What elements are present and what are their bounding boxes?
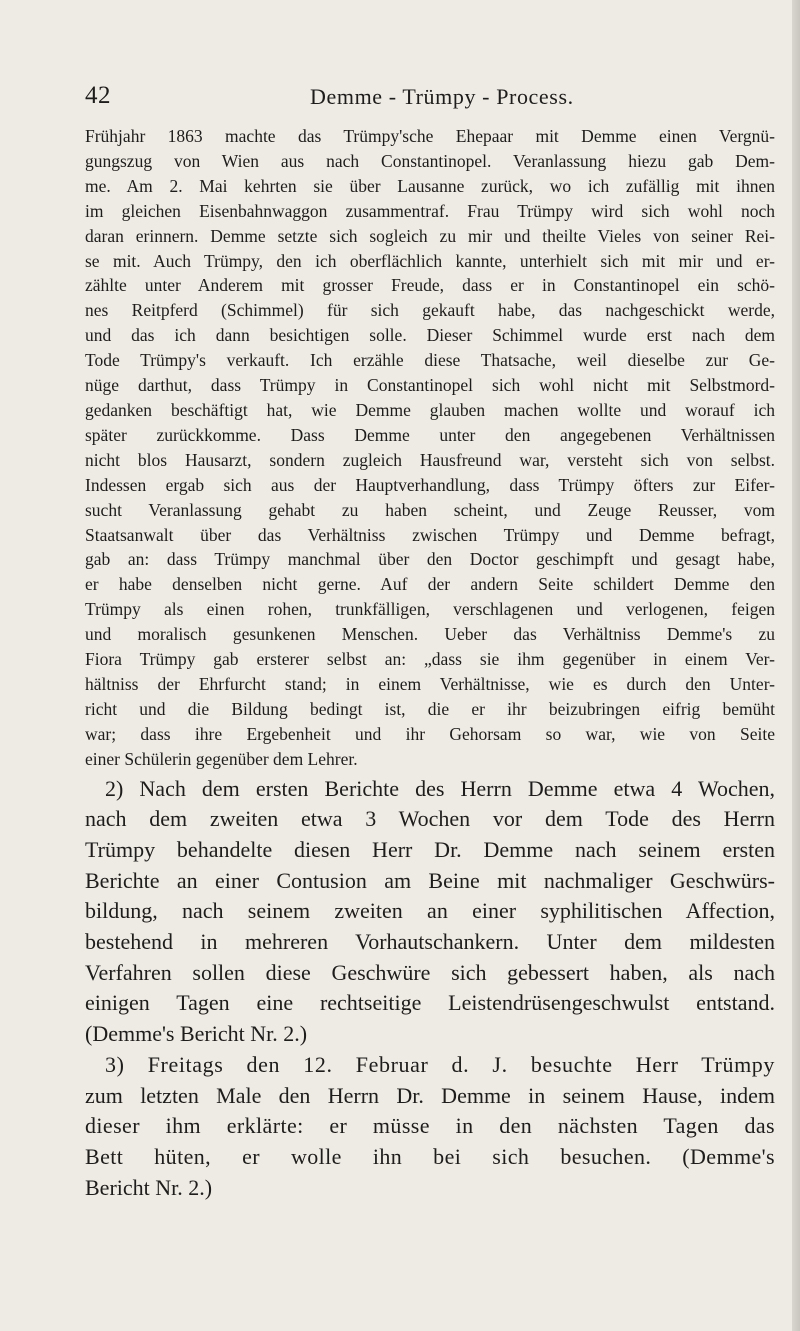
text-line: gab an: dass Trümpy manchmal über den Doctor geschimpft und gesagt habe, (85, 549, 775, 570)
text-line: im gleichen Eisenbahnwaggon zusammentraf. Frau Trümpy wird sich wohl noch (85, 200, 775, 221)
body-text (85, 124, 775, 1203)
text-line: zählte unter Anderem mit grosser Freude, dass er in Constantinopel ein schö- (85, 275, 775, 296)
text-line: nach dem zweiten etwa 3 Wochen vor dem Tode des Herrn (85, 806, 775, 832)
text-line: und das ich dann besichtigen solle. Dieser Schimmel wurde erst nach dem (85, 325, 775, 346)
text-line: nicht blos Hausarzt, sondern zugleich Hausfreund war, versteht sich von selbst. (85, 449, 775, 470)
page-header (0, 82, 800, 112)
text-line: sucht Veranlassung gehabt zu haben scheint, und Zeuge Reusser, vom (85, 499, 775, 520)
paragraph-2 (85, 774, 775, 1050)
page-edge-shadow (792, 0, 800, 1331)
text-line: war; dass ihre Ergebenheit und ihr Gehorsam so war, wie von Seite (85, 723, 775, 744)
text-line: daran erinnern. Demme setzte sich sogleich zu mir und theilte Vieles von seiner Rei- (85, 225, 775, 246)
paragraph-3 (85, 1050, 775, 1204)
text-line: hältniss der Ehrfurcht stand; in einem Verhältnisse, wie es durch den Unter- (85, 673, 775, 694)
text-line: me. Am 2. Mai kehrten sie über Lausanne zurück, wo ich zufällig mit ihnen (85, 175, 775, 196)
text-line: Bericht Nr. 2.) (85, 1174, 213, 1200)
running-title: Demme - Trümpy - Process. (310, 84, 574, 109)
text-line: 2) Nach dem ersten Berichte des Herrn Demme etwa 4 Wochen, (105, 775, 775, 801)
text-line: zum letzten Male den Herrn Dr. Demme in seinem Hause, indem (85, 1082, 775, 1108)
paragraph-1 (85, 124, 775, 772)
text-line: und moralisch gesunkenen Menschen. Ueber das Verhältniss Demme's zu (85, 624, 775, 645)
text-line: bildung, nach seinem zweiten an einer syphilitischen Affection, (85, 898, 775, 924)
text-line: Bett hüten, er wolle ihn bei sich besuchen. (Demme's (85, 1144, 775, 1169)
text-line: Trümpy behandelte diesen Herr Dr. Demme nach seinem ersten (85, 836, 775, 862)
text-line: se mit. Auch Trümpy, den ich oberflächlich kannte, unterhielt sich mit mir und er- (85, 250, 775, 271)
text-line: Trümpy als einen rohen, trunkfälligen, verschlagenen und verlogenen, feigen (85, 599, 775, 620)
text-line: Indessen ergab sich aus der Hauptverhandlung, dass Trümpy öfters zur Eifer- (85, 474, 775, 495)
text-line: gedanken beschäftigt hat, wie Demme glauben machen wollte und worauf ich (85, 399, 775, 420)
text-line: Berichte an einer Contusion am Beine mit nachmaliger Geschwürs- (85, 867, 775, 893)
text-line: Verfahren sollen diese Geschwüre sich gebessert haben, als nach (85, 959, 775, 985)
text-line: nüge darthut, dass Trümpy in Constantinopel sich wohl nicht mit Selbstmord- (85, 375, 775, 396)
text-line: Frühjahr 1863 machte das Trümpy'sche Ehepaar mit Demme einen Vergnü- (85, 126, 775, 146)
text-line: richt und die Bildung bedingt ist, die er ihr beizubringen eifrig bemüht (85, 698, 775, 719)
text-line: später zurückkomme. Dass Demme unter den angegebenen Verhältnissen (85, 424, 775, 445)
text-line: nes Reitpferd (Schimmel) für sich gekauft habe, das nachgeschickt werde, (85, 300, 775, 321)
text-line: gungszug von Wien aus nach Constantinopel. Veranlassung hiezu gab Dem- (85, 150, 775, 171)
text-line: (Demme's Bericht Nr. 2.) (85, 1021, 308, 1047)
text-line: dieser ihm erklärte: er müsse in den nächsten Tagen das (85, 1113, 775, 1139)
text-line: einigen Tagen eine rechtseitige Leistendrüsengeschwulst entstand. (85, 990, 775, 1016)
text-line: Tode Trümpy's verkauft. Ich erzähle diese Thatsache, weil dieselbe zur Ge- (85, 350, 775, 371)
text-line: 3) Freitags den 12. Februar d. J. besuchte Herr Trümpy (105, 1051, 775, 1077)
text-line: bestehend in mehreren Vorhautschankern. Unter dem mildesten (85, 929, 775, 955)
text-line: Staatsanwalt über das Verhältniss zwischen Trümpy und Demme befragt, (85, 524, 775, 545)
page-number: 42 (85, 82, 111, 109)
text-line: er habe denselben nicht gerne. Auf der andern Seite schildert Demme den (85, 574, 775, 595)
text-line: Fiora Trümpy gab ersterer selbst an: „dass sie ihm gegenüber in einem Ver- (85, 649, 775, 670)
text-line: einer Schülerin gegenüber dem Lehrer. (85, 748, 358, 769)
